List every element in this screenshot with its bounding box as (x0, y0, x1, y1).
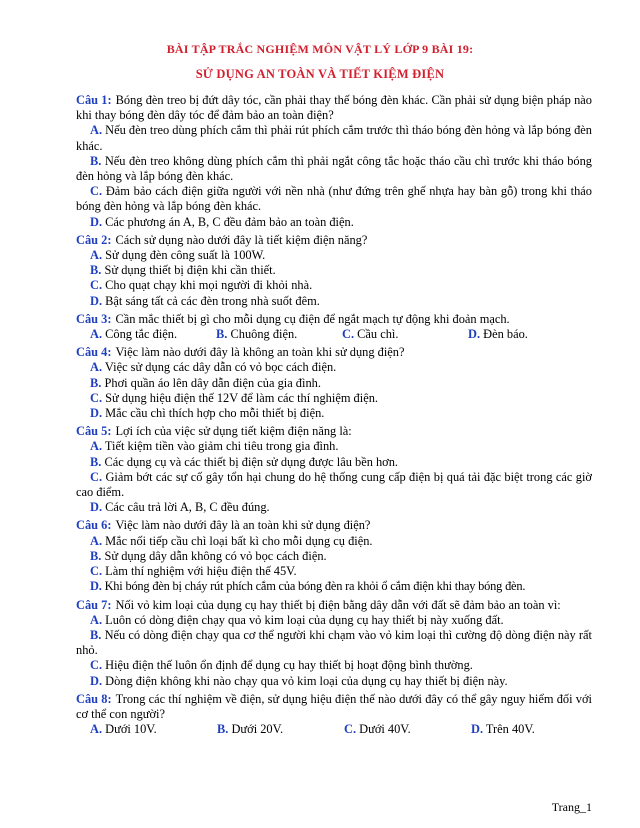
option-text: Nếu có dòng điện chạy qua cơ thể người khi chạm vào vỏ kim loại thì cường độ dòng điện này rất nhỏ. (76, 627, 592, 658)
option-text: Nếu đèn treo dùng phích cắm thì phải rút phích cắm trước thì tháo bóng đèn hỏng và lắp bóng đèn khác. (76, 123, 592, 153)
option-letter: C. (90, 390, 103, 405)
option-row (76, 327, 592, 342)
page-number: Trang_1 (551, 800, 592, 814)
option-text: Đèn báo. (483, 327, 528, 342)
question-7 (76, 598, 592, 613)
option-text: Phơi quần áo lên dây dẫn điện của gia đình. (104, 375, 321, 390)
option-text: Mắc cầu chì thích hợp cho mỗi thiết bị điện. (105, 406, 325, 421)
question-text: Cách sử dụng nào dưới đây là tiết kiệm điện năng? (115, 232, 368, 247)
option-d (76, 500, 592, 515)
question-number: Câu 2: (76, 232, 112, 247)
question-text: Việc làm nào dưới đây là không an toàn khi sử dụng điện? (115, 345, 405, 360)
option-text: Giảm bớt các sự cố gây tổn hại chung do hệ thống cung cấp điện bị quá tải đặc biệt trong các giờ cao điểm. (76, 469, 592, 500)
option-d (471, 722, 598, 737)
option-b (76, 628, 592, 658)
option-text: Dưới 20V. (231, 722, 284, 737)
option-letter: C. (90, 469, 103, 484)
option-letter: C. (90, 658, 103, 673)
option-letter: B. (90, 454, 102, 469)
option-text: Công tắc điện. (105, 327, 178, 342)
option-c (76, 391, 592, 406)
option-b (216, 327, 342, 342)
option-text: Bật sáng tất cả các đèn trong nhà suốt đêm. (105, 293, 320, 308)
question-text: Bóng đèn treo bị đứt dây tóc, cần phải thay thế bóng đèn khác. Cần phải sử dụng biện pháp nào khi thay bóng đèn dây tóc để đảm bảo an toàn điện? (76, 93, 592, 123)
question-text: Trong các thí nghiệm về điện, sử dụng hiệu điện thế nào dưới đây có thể gây nguy hiểm đối với cơ thể con người? (76, 691, 592, 721)
option-c (344, 722, 471, 737)
option-d (76, 294, 592, 309)
question-3 (76, 312, 592, 327)
question-2 (76, 233, 592, 248)
question-number: Câu 1: (76, 93, 112, 107)
option-b (217, 722, 344, 737)
option-letter: A. (90, 439, 103, 454)
option-text: Khi bóng đèn bị cháy rút phích cắm của bóng đèn ra khỏi ổ cắm điện khi thay bóng đèn. (104, 579, 526, 594)
option-text: Sử dụng hiệu điện thế 12V để làm các thí nghiệm điện. (105, 390, 378, 405)
option-text: Nếu đèn treo không dùng phích cắm thì phải ngắt công tắc hoặc tháo cầu chì trước khi tháo bóng đèn hỏng và lắp bóng đèn khác. (76, 153, 592, 184)
option-text: Luôn có dòng điện chạy qua vỏ kim loại của dụng cụ hay thiết bị này xuống đất. (105, 612, 504, 627)
option-letter: D. (90, 406, 103, 421)
option-d (76, 406, 592, 421)
option-letter: C. (344, 722, 357, 737)
option-letter: D. (90, 214, 103, 229)
question-number: Câu 7: (76, 597, 112, 612)
option-letter: B. (90, 153, 102, 168)
option-text: Dưới 40V. (359, 722, 411, 737)
option-text: Các câu trả lời A, B, C đều đúng. (105, 500, 270, 515)
question-4 (76, 345, 592, 360)
option-letter: D. (90, 579, 102, 594)
option-c (76, 658, 592, 673)
option-a (76, 248, 592, 263)
option-letter: D. (90, 500, 103, 515)
question-number: Câu 3: (76, 311, 112, 326)
option-d (76, 674, 592, 689)
question-list (76, 93, 592, 737)
option-letter: C. (90, 278, 103, 293)
option-text: Sử dụng đèn công suất là 100W. (105, 248, 266, 263)
option-letter: D. (90, 293, 103, 308)
option-a (76, 360, 592, 375)
option-letter: A. (90, 612, 103, 627)
option-text: Mắc nối tiếp cầu chì loại bất kì cho mỗi dụng cụ điện. (105, 533, 373, 548)
option-letter: A. (90, 533, 103, 548)
question-number: Câu 4: (76, 345, 112, 360)
option-c (76, 184, 592, 214)
option-b (76, 154, 592, 184)
option-text: Cho quạt chạy khi mọi người đi khỏi nhà. (105, 278, 313, 293)
option-letter: B. (90, 375, 102, 390)
option-letter: C. (90, 564, 103, 579)
page-subtitle: SỬ DỤNG AN TOÀN VÀ TIẾT KIỆM ĐIỆN (195, 67, 445, 81)
option-letter: A. (90, 327, 103, 342)
option-text: Đảm bảo cách điện giữa người với nền nhà (như đứng trên ghế nhựa hay bàn gỗ) trong khi tháo bóng đèn hỏng và lắp bóng đèn khác. (76, 184, 592, 214)
option-a (76, 439, 592, 454)
page-title: BÀI TẬP TRẮC NGHIỆM MÔN VẬT LÝ LỚP 9 BÀI 19: (166, 42, 474, 56)
option-text: Tiết kiệm tiền vào giảm chi tiêu trong gia đình. (104, 439, 339, 454)
option-c (76, 564, 592, 579)
option-letter: B. (90, 627, 102, 642)
option-letter: D. (471, 722, 484, 737)
option-letter: A. (90, 360, 103, 375)
option-letter: A. (90, 248, 103, 263)
option-d (468, 327, 592, 342)
option-a (76, 534, 592, 549)
option-letter: C. (342, 327, 355, 342)
option-letter: B. (90, 263, 102, 278)
option-b (76, 376, 592, 391)
option-d (76, 215, 592, 230)
option-text: Các dụng cụ và các thiết bị điện sử dụng được lâu bền hơn. (104, 454, 399, 469)
option-text: Hiệu điện thế luôn ổn định để dụng cụ hay thiết bị hoạt động bình thường. (105, 658, 473, 673)
option-text: Làm thí nghiệm với hiệu điện thế 45V. (105, 564, 297, 579)
question-1 (76, 93, 592, 123)
option-text: Cầu chì. (357, 327, 399, 342)
question-text: Việc làm nào dưới đây là an toàn khi sử dụng điện? (115, 518, 371, 533)
option-b (76, 549, 592, 564)
option-row (76, 722, 592, 737)
question-8 (76, 692, 592, 722)
option-letter: D. (468, 327, 481, 342)
option-text: Trên 40V. (485, 722, 535, 737)
option-letter: C. (90, 184, 103, 199)
option-text: Việc sử dụng các dây dẫn có vỏ bọc cách điện. (104, 360, 337, 375)
question-text: Lợi ích của việc sử dụng tiết kiệm điện năng là: (115, 424, 352, 439)
option-text: Sử dụng thiết bị điện khi cần thiết. (104, 263, 276, 278)
question-number: Câu 5: (76, 424, 112, 439)
option-d (76, 579, 592, 594)
question-text: Nối vỏ kim loại của dụng cụ hay thiết bị điện bằng dây dẫn với đất sẽ đảm bảo an toàn vì: (115, 597, 561, 612)
option-letter: B. (216, 327, 228, 342)
option-text: Sử dụng dây dẫn không có vỏ bọc cách điện. (104, 548, 327, 563)
option-a (90, 327, 216, 342)
option-letter: B. (217, 722, 229, 737)
option-text: Dòng điện không khi nào chạy qua vỏ kim loại của dụng cụ hay thiết bị điện này. (105, 673, 508, 688)
option-c (342, 327, 468, 342)
option-text: Dưới 10V. (105, 722, 157, 737)
question-6 (76, 518, 592, 533)
option-text: Chuông điện. (230, 327, 298, 342)
option-c (76, 278, 592, 293)
option-a (76, 613, 592, 628)
option-a (90, 722, 217, 737)
question-number: Câu 8: (76, 691, 112, 706)
question-number: Câu 6: (76, 518, 112, 533)
option-text: Các phương án A, B, C đều đảm bảo an toàn điện. (105, 214, 354, 229)
option-letter: A. (90, 722, 103, 737)
option-b (76, 263, 592, 278)
option-b (76, 455, 592, 470)
option-c (76, 470, 592, 500)
option-letter: B. (90, 548, 102, 563)
option-letter: A. (90, 123, 103, 138)
option-letter: D. (90, 673, 103, 688)
question-5 (76, 424, 592, 439)
option-a (76, 123, 592, 153)
question-text: Cần mắc thiết bị gì cho mỗi dụng cụ điện để ngắt mạch tự động khi đoản mạch. (115, 311, 510, 326)
